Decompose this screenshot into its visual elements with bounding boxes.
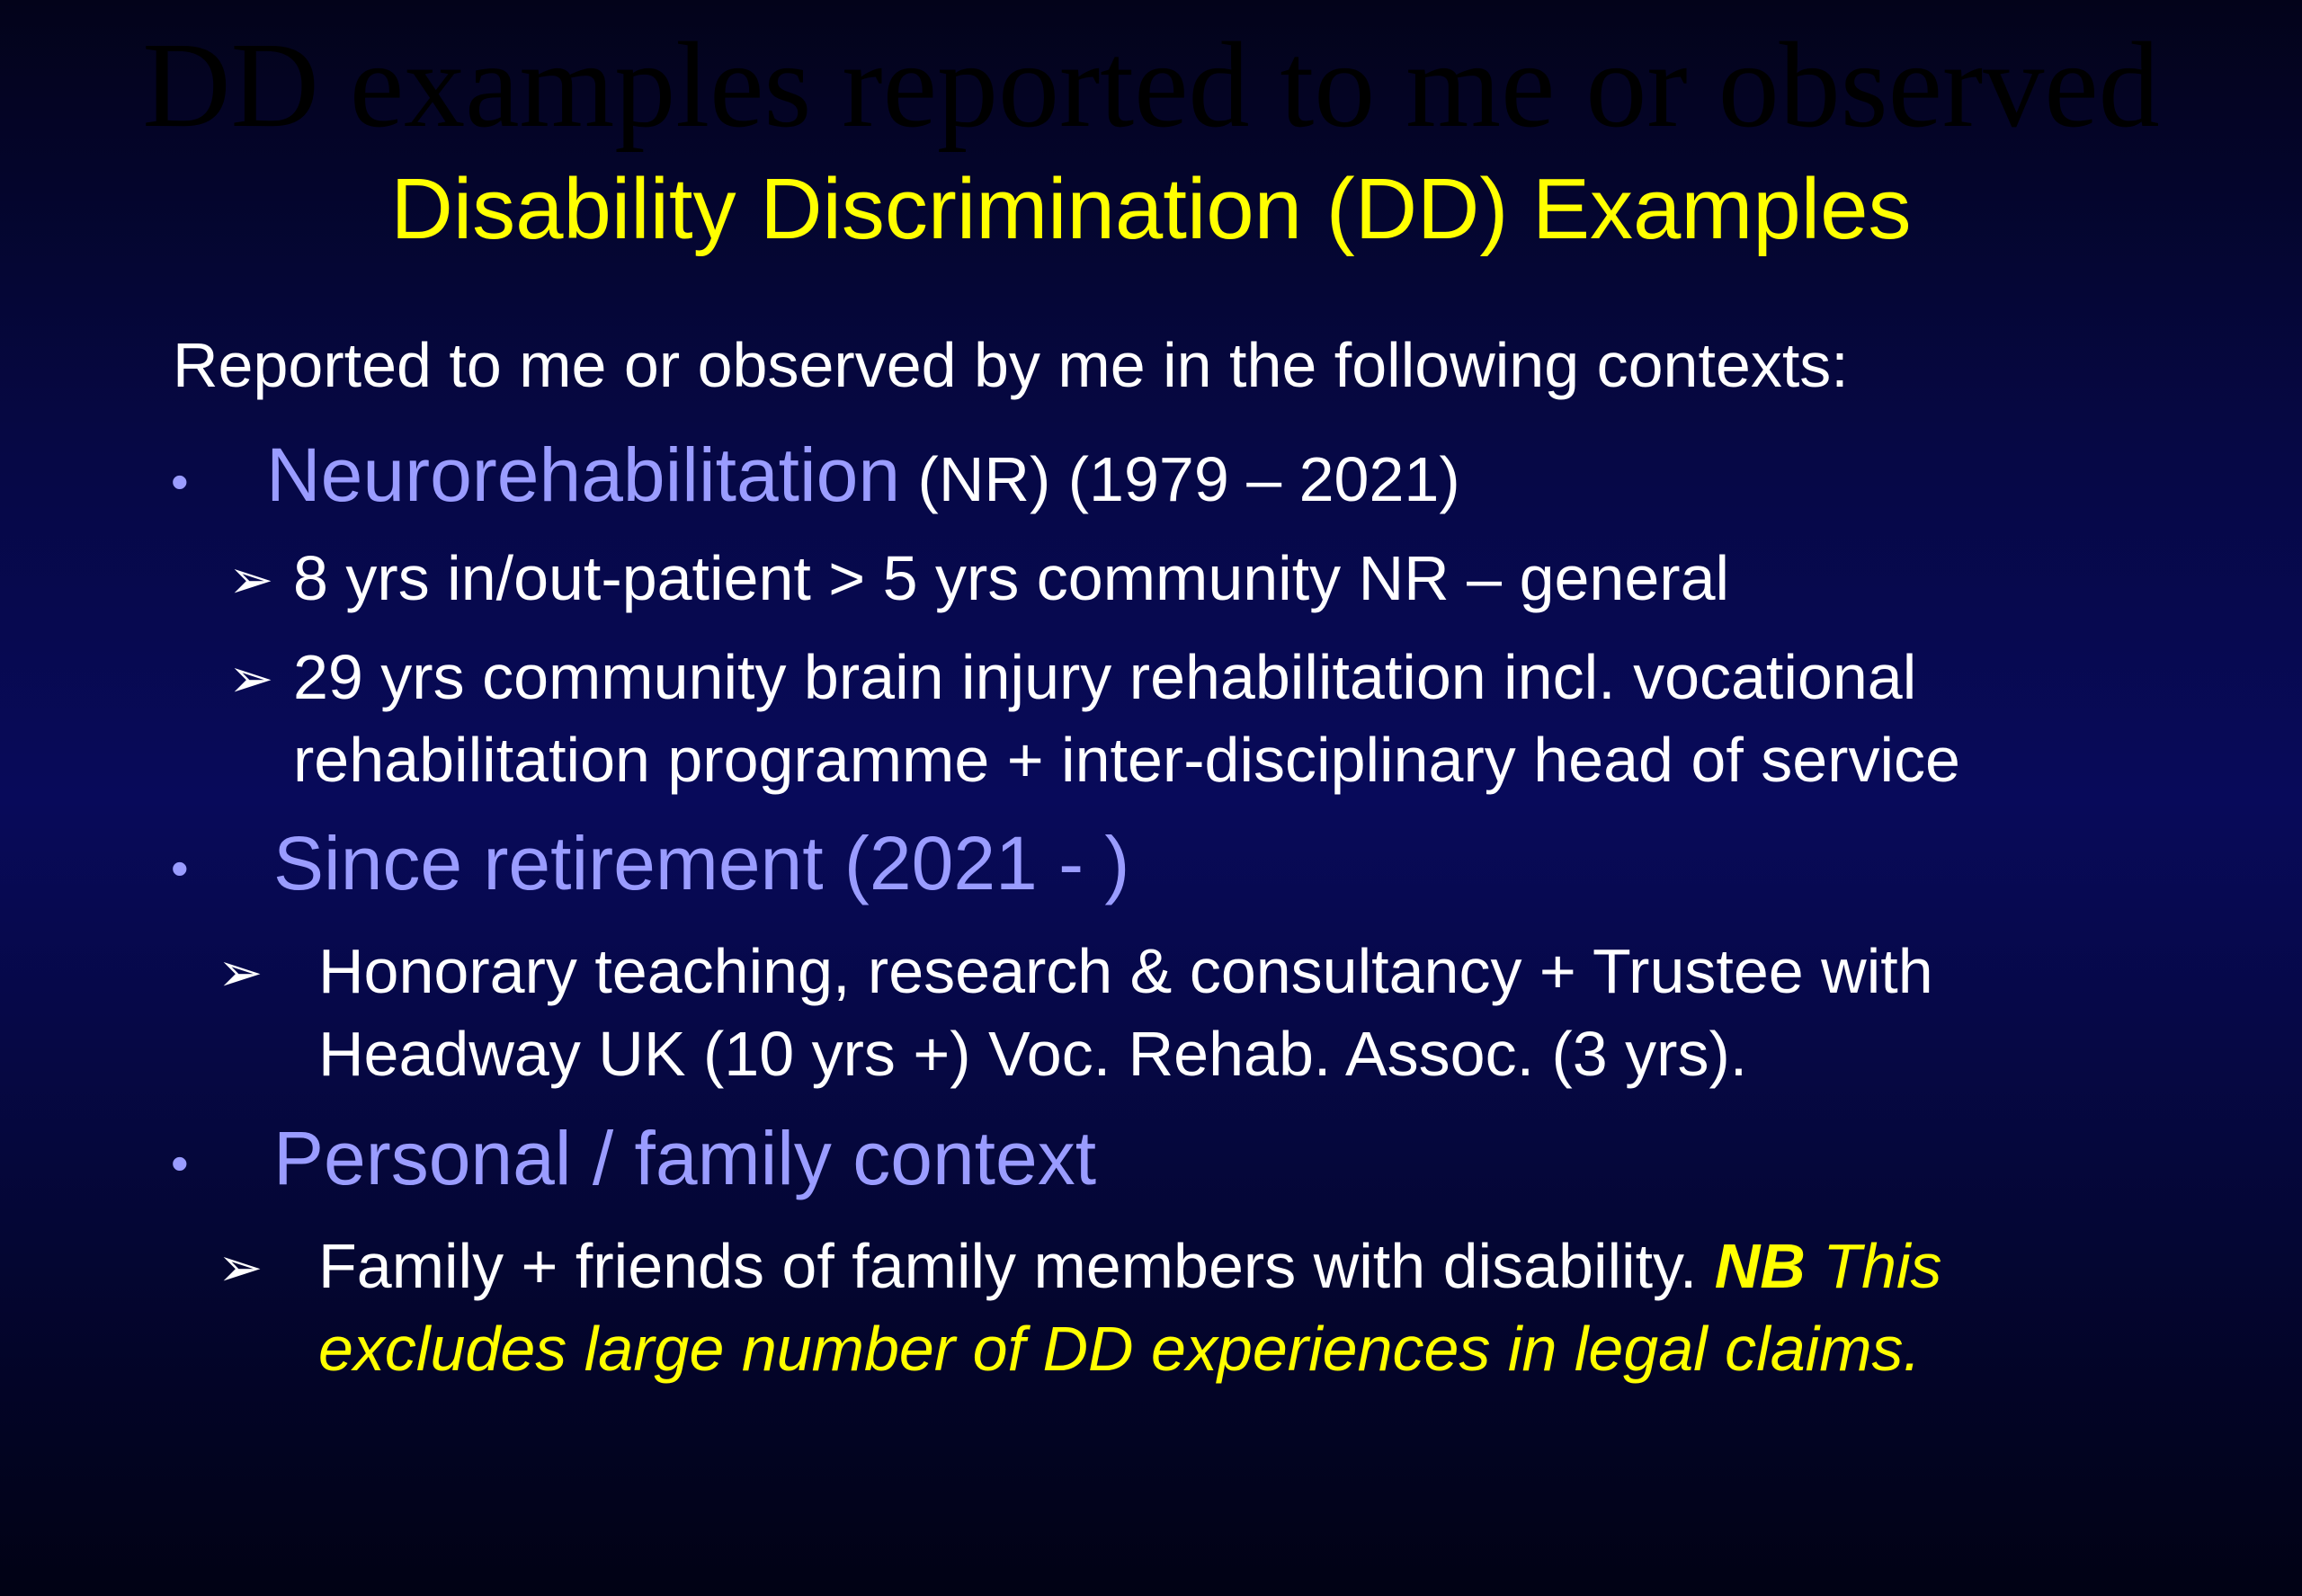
slide-title: Disability Discrimination (DD) Examples <box>390 161 1912 257</box>
nb-label: NB <box>1714 1231 1806 1301</box>
list-item-line <box>318 1225 1942 1307</box>
list-item-line: 29 yrs community brain injury rehabilitation incl. vocational <box>293 642 1917 712</box>
section-heading-dates: (NR) (1979 – 2021) <box>900 444 1460 514</box>
section-heading-label: Neurorehabilitation <box>266 432 901 517</box>
ghost-title: DD examples reported to me or observed <box>142 18 2160 153</box>
section-heading-neurorehabilitation <box>266 430 1460 524</box>
arrow-bullet-icon: ➢ <box>218 941 263 1004</box>
section-heading-retirement: Since retirement (2021 - ) <box>273 821 1130 905</box>
list-item-line: Headway UK (10 yrs +) Voc. Rehab. Assoc. (3 yrs). <box>318 1019 1748 1089</box>
bullet-icon: • <box>171 840 189 896</box>
family-text: Family + friends of family members with disability. <box>318 1231 1715 1301</box>
section-heading-personal: Personal / family context <box>273 1116 1097 1200</box>
list-item-line: 8 yrs in/out-patient > 5 yrs community NR – general <box>293 543 1730 613</box>
list-item-line: Honorary teaching, research & consultancy + Trustee with <box>318 936 1933 1006</box>
list-item-line: rehabilitation programme + inter-disciplinary head of service <box>293 725 1960 795</box>
bullet-icon: • <box>171 1135 189 1191</box>
nb-emphasis: This <box>1805 1231 1942 1301</box>
bullet-icon: • <box>171 453 189 510</box>
nb-emphasis-continued: excludes large number of DD experiences in legal claims. <box>318 1314 1921 1384</box>
arrow-bullet-icon: ➢ <box>228 548 274 611</box>
arrow-bullet-icon: ➢ <box>218 1236 263 1299</box>
arrow-bullet-icon: ➢ <box>228 647 274 710</box>
intro-text: Reported to me or observed by me in the following contexts: <box>173 330 1849 400</box>
